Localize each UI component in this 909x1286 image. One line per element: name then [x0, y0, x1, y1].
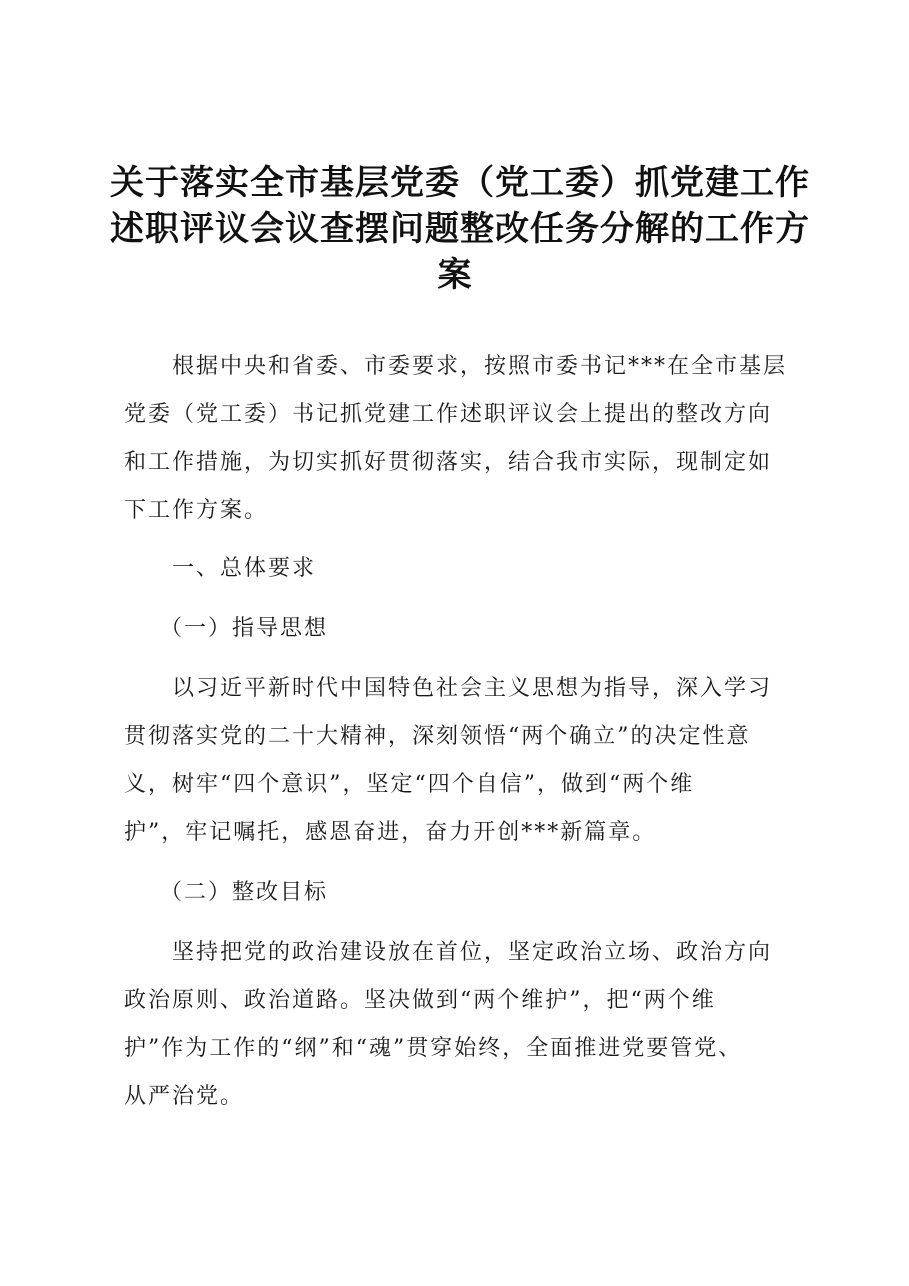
title-line-2: 述职评议会议查摆问题整改任务分解的工作方: [110, 209, 810, 249]
title-line-1: 关于落实全市基层党委（党工委）抓党建工作: [110, 163, 810, 203]
goal-line-2: 政治原则、政治道路。坚决做到“两个维护”，把“两个维: [124, 988, 716, 1013]
subsection-heading-rectification-goals: （二）整改目标: [160, 880, 329, 905]
document-body: [124, 343, 804, 1121]
title-line-3: 案: [437, 255, 473, 295]
intro-line-2: 党委（党工委）书记抓党建工作述职评议会上提出的整改方向: [124, 402, 773, 427]
guiding-line-3: 义，树牢“四个意识”，坚定“四个自信”，做到“两个维: [124, 772, 695, 797]
guiding-line-1: 以习近平新时代中国特色社会主义思想为指导，深入学习: [172, 676, 773, 701]
intro-paragraph: [124, 343, 804, 535]
intro-line-3: 和工作措施，为切实抓好贯彻落实，结合我市实际，现制定如: [124, 450, 773, 475]
subsection-heading-guiding-ideology: （一）指导思想: [160, 616, 329, 641]
guiding-line-2: 贯彻落实党的二十大精神，深刻领悟“两个确立”的决定性意: [124, 724, 751, 749]
intro-line-4: 下工作方案。: [124, 498, 269, 523]
goal-paragraph: [124, 929, 804, 1121]
guiding-line-4: 护”，牢记嘱托，感恩奋进，奋力开创***新篇章。: [124, 820, 657, 845]
intro-line-1: 根据中央和省委、市委要求，按照市委书记***在全市基层: [172, 354, 788, 379]
document-title: [110, 160, 810, 298]
goal-line-1: 坚持把党的政治建设放在首位，坚定政治立场、政治方向: [172, 940, 773, 965]
section-heading-general-requirements: 一、总体要求: [172, 556, 317, 581]
goal-line-3: 护”作为工作的“纲”和“魂”贯穿始终，全面推进党要管党、: [124, 1036, 743, 1061]
goal-line-4: 从严治党。: [124, 1084, 245, 1109]
guiding-paragraph: [124, 665, 804, 857]
